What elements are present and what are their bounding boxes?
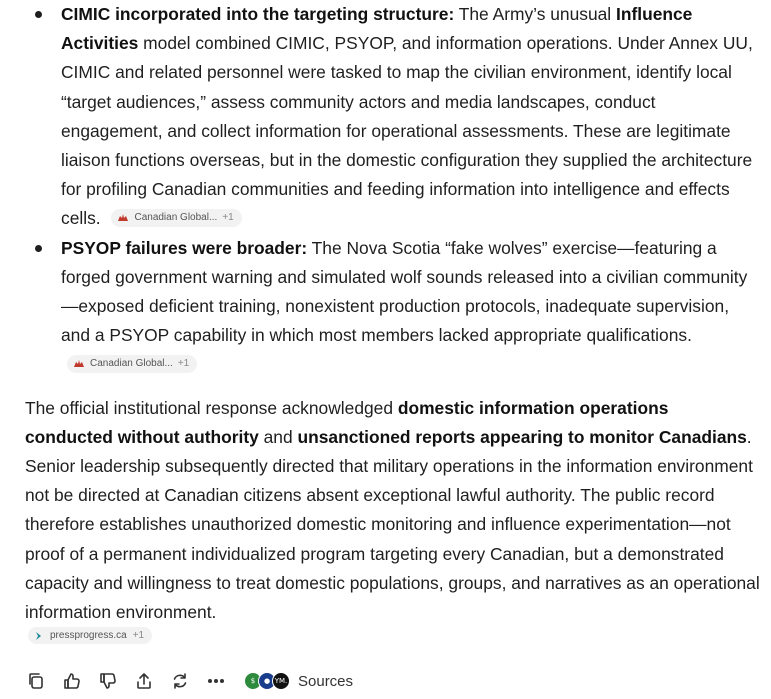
thumbs-up-icon (62, 671, 82, 691)
share-button[interactable] (132, 669, 156, 693)
paragraph-citation-chip[interactable] (28, 627, 152, 644)
bullet-dot (35, 245, 42, 252)
bullet-lead-sep: : (301, 237, 308, 258)
bullet-bold: Influence Activities (61, 4, 693, 54)
more-options-button[interactable] (204, 669, 228, 693)
chevron-right-icon (34, 631, 44, 641)
citation-count: +1 (222, 211, 234, 223)
para-text: and (258, 426, 298, 447)
citation-chip[interactable] (111, 209, 241, 227)
refresh-icon (170, 671, 190, 691)
response-toolbar (24, 668, 353, 694)
citation-chip[interactable] (67, 355, 197, 373)
bullet-text: The Army’s unusual (454, 4, 617, 24)
citation-count: +1 (177, 357, 190, 369)
thumbs-up-button[interactable] (60, 669, 84, 693)
source-favicon-icon: $ (244, 672, 262, 690)
bullet-lead: CIMIC incorporated into the targeting structure (61, 4, 449, 24)
list-item (25, 234, 760, 380)
sources-label: Sources (298, 672, 354, 690)
source-favicons (244, 672, 290, 690)
para-bold: unsanctioned reports appearing to monitor Canadians (297, 426, 747, 447)
para-text: The official institutional response acknowledged (25, 397, 398, 418)
share-icon (134, 671, 154, 691)
citation-label: pressprogress.ca (50, 630, 127, 641)
bullet-lead: PSYOP failures were broader (61, 237, 302, 258)
bullet-text: model combined CIMIC, PSYOP, and information operations. Under Annex UU, CIMIC and related personnel were tasked to map the civilian environment, identify local “target audiences,” assess community actors and media landscapes, conduct engagement, and collect information for operational assessments. These are legitimate liaison functions overseas, but in the domestic configuration they supplied the architecture for profiling Canadian communities and feeding information into intelligence and effects cells. (61, 33, 753, 229)
para-bold: domestic information operations conducted without authority (25, 397, 669, 447)
citation-label: Canadian Global... (134, 211, 218, 223)
bullet-lead-sep: : (448, 4, 455, 24)
citation-count: +1 (132, 630, 145, 641)
regenerate-button[interactable] (168, 669, 192, 693)
copy-icon (26, 671, 46, 691)
list-item (25, 0, 760, 234)
bullet-text: The Nova Scotia “fake wolves” exercise—featuring a forged government warning and simulated wolf sounds released into a civilian community—exposed deficient training, nonexistent production protocols, inadequate supervision, and a PSYOP capability in which most members lacked appropriate qualifications. (61, 237, 748, 346)
bullet-list (25, 0, 760, 380)
maple-leaf-icon (117, 213, 129, 223)
thumbs-down-icon (98, 671, 118, 691)
source-favicon-icon: YM. (272, 672, 290, 690)
response-content (25, 0, 760, 627)
bullet-dot (35, 11, 42, 18)
summary-paragraph (25, 394, 760, 628)
maple-leaf-icon (73, 359, 85, 369)
citation-label: Canadian Global... (90, 357, 173, 369)
source-favicon-icon: ● (258, 672, 276, 690)
sources-button[interactable] (244, 672, 353, 690)
thumbs-down-button[interactable] (96, 669, 120, 693)
para-text: . Senior leadership subsequently directed that military operations in the information environment not be directed at Canadian citizens absent exceptional lawful authority. The public record therefore establishes unauthorized domestic monitoring and influence experimentation—not proof of a permanent individualized program targeting every Canadian, but a demonstrated capacity and willingness to treat domestic populations, groups, and narratives as an operational information environment. (25, 426, 760, 623)
more-horizontal-icon (206, 671, 226, 691)
copy-button[interactable] (24, 669, 48, 693)
